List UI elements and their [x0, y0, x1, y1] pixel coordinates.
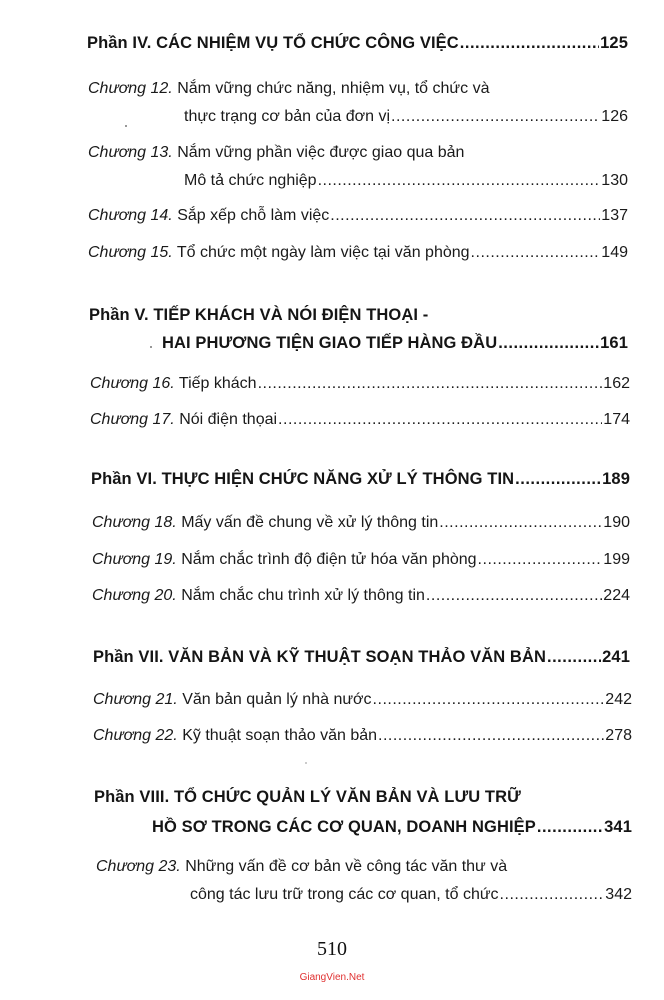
toc-chapter [92, 551, 630, 569]
chapter-title: Mô tả chức nghiệp [184, 172, 317, 189]
part-title: Phần VIII. TỔ CHỨC QUẢN LÝ VĂN BẢN VÀ LƯU TRỮ [94, 788, 521, 806]
toc-chapter [90, 411, 630, 429]
toc-chapter-cont [184, 172, 628, 190]
chapter-label: Chương 22. [93, 727, 178, 744]
chapter-label: Chương 19. [92, 551, 177, 568]
chapter-title: Nắm chắc trình độ điện tử hóa văn phòng [181, 551, 477, 568]
toc-part-heading [91, 470, 630, 489]
page-ref: 241 [602, 648, 630, 666]
toc-chapter [92, 587, 630, 605]
toc-part-heading-cont [162, 334, 628, 353]
chapter-title: Sắp xếp chỗ làm việc [177, 207, 330, 224]
chapter-label: Chương 21. [93, 691, 178, 708]
chapter-title: Tiếp khách [178, 375, 257, 392]
page-ref: 341 [604, 818, 632, 836]
toc-chapter [88, 207, 628, 225]
leader-dots [258, 375, 603, 393]
toc-part-heading [89, 306, 428, 325]
page-ref: 242 [605, 691, 632, 708]
chapter-title: Nắm vững chức năng, nhiệm vụ, tổ chức và [177, 80, 490, 97]
scan-speck [305, 762, 307, 764]
chapter-label: Chương 23. [96, 858, 181, 875]
leader-dots [373, 691, 605, 709]
page-ref: 342 [605, 886, 632, 903]
leader-dots [515, 470, 601, 489]
part-title: Phần VII. VĂN BẢN VÀ KỸ THUẬT SOẠN THẢO VĂN BẢN [93, 648, 546, 666]
leader-dots [498, 334, 599, 353]
part-title: Phần V. TIẾP KHÁCH VÀ NÓI ĐIỆN THOẠI - [89, 306, 429, 324]
part-title: HỒ SƠ TRONG CÁC CƠ QUAN, DOANH NGHIỆP [152, 818, 536, 836]
part-title: Phần VI. THỰC HIỆN CHỨC NĂNG XỬ LÝ THÔNG TIN [91, 470, 515, 488]
chapter-title: Kỹ thuật soạn thảo văn bản [182, 727, 378, 744]
page-ref: 189 [602, 470, 630, 488]
chapter-label: Chương 12. [88, 80, 173, 97]
page-ref: 174 [603, 411, 630, 428]
toc-part-heading [94, 788, 521, 807]
page-ref: 224 [603, 587, 630, 604]
toc-chapter [88, 144, 464, 162]
page-ref: 162 [603, 375, 630, 392]
leader-dots [391, 108, 600, 126]
page-ref: 130 [601, 172, 628, 189]
toc-chapter [96, 858, 507, 876]
page-ref: 126 [601, 108, 628, 125]
leader-dots [471, 244, 601, 262]
chapter-label: Chương 15. [88, 244, 173, 261]
page-ref: 278 [605, 727, 632, 744]
leader-dots [278, 411, 602, 429]
toc-chapter [93, 691, 632, 709]
leader-dots [537, 818, 603, 837]
page-ref: 125 [600, 34, 628, 52]
leader-dots [318, 172, 601, 190]
scan-speck [150, 346, 152, 348]
toc-part-heading [93, 648, 630, 667]
leader-dots [478, 551, 603, 569]
chapter-title: Tổ chức một ngày làm việc tại văn phòng [176, 244, 470, 261]
leader-dots [547, 648, 601, 667]
leader-dots [500, 886, 605, 904]
toc-chapter-cont [184, 108, 628, 126]
page-ref: 190 [603, 514, 630, 531]
leader-dots [378, 727, 604, 745]
page-ref: 137 [601, 207, 628, 224]
chapter-title: Nắm vững phần việc được giao qua bản [177, 144, 465, 161]
toc-chapter [88, 80, 489, 98]
chapter-label: Chương 17. [90, 411, 175, 428]
leader-dots [439, 514, 602, 532]
toc-chapter [88, 244, 628, 262]
chapter-title: thực trạng cơ bản của đơn vị [184, 108, 391, 125]
page-ref: 161 [600, 334, 628, 352]
toc-part-heading-cont [152, 818, 632, 837]
toc-chapter [92, 514, 630, 532]
page-ref: 149 [601, 244, 628, 261]
toc-chapter [93, 727, 632, 745]
chapter-title: Văn bản quản lý nhà nước [182, 691, 372, 708]
leader-dots [330, 207, 600, 225]
chapter-label: Chương 18. [92, 514, 177, 531]
chapter-label: Chương 13. [88, 144, 173, 161]
chapter-label: Chương 20. [92, 587, 177, 604]
leader-dots [426, 587, 602, 605]
chapter-title: Những vấn đề cơ bản về công tác văn thư và [185, 858, 508, 875]
part-title: Phần IV. CÁC NHIỆM VỤ TỔ CHỨC CÔNG VIỆC [87, 34, 459, 52]
page-number: 510 [317, 938, 347, 960]
toc-chapter-cont [190, 886, 632, 904]
watermark: GiangVien.Net [299, 972, 365, 983]
chapter-title: Nói điện thọai [179, 411, 278, 428]
chapter-label: Chương 16. [90, 375, 175, 392]
part-title: HAI PHƯƠNG TIỆN GIAO TIẾP HÀNG ĐẦU [162, 334, 498, 352]
chapter-label: Chương 14. [88, 207, 173, 224]
toc-part-heading [87, 34, 628, 53]
chapter-title: công tác lưu trữ trong các cơ quan, tổ chức [190, 886, 499, 903]
leader-dots [460, 34, 599, 53]
scan-speck [125, 125, 127, 127]
chapter-title: Nắm chắc chu trình xử lý thông tin [181, 587, 425, 604]
chapter-title: Mấy vấn đề chung về xử lý thông tin [181, 514, 439, 531]
toc-chapter [90, 375, 630, 393]
page-ref: 199 [603, 551, 630, 568]
